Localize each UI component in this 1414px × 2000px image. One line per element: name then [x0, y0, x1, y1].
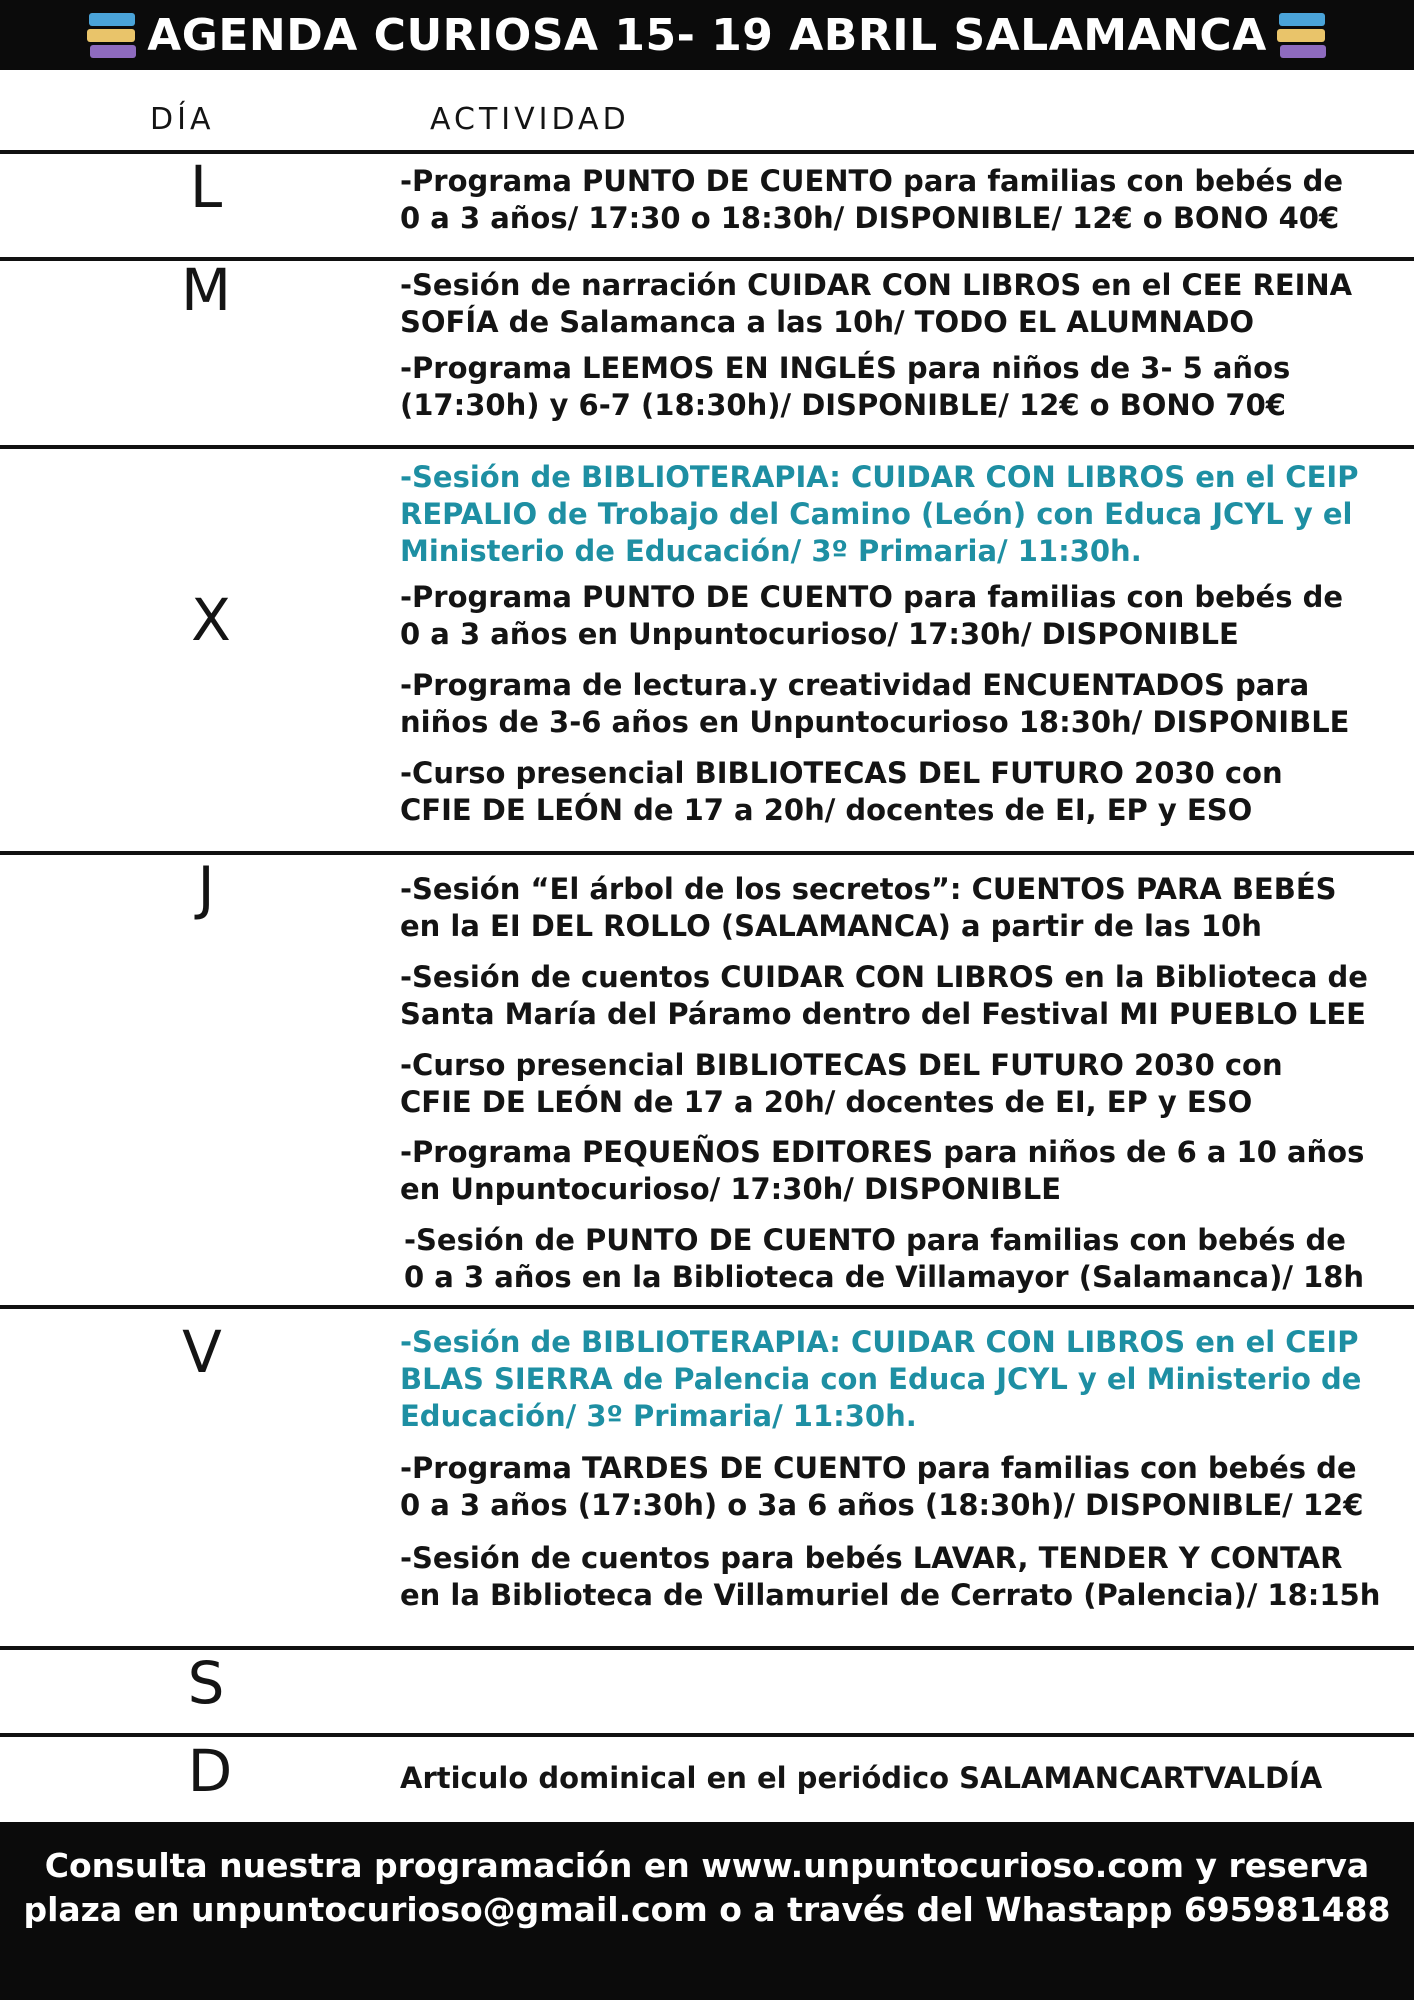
activity-item: -Sesión de cuentos CUIDAR CON LIBROS en la Biblioteca de Santa María del Páramo dentro del Festival MI PUEBLO LEE	[400, 960, 1368, 1031]
activity-item: -Programa TARDES DE CUENTO para familias con bebés de 0 a 3 años (17:30h) o 3a 6 años (18:30h)/ DISPONIBLE/ 12€	[400, 1451, 1364, 1522]
row-divider	[0, 445, 1414, 449]
activity-item: -Curso presencial BIBLIOTECAS DEL FUTURO 2030 con CFIE DE LEÓN de 17 a 20h/ docentes de EI, EP y ESO	[400, 756, 1283, 827]
day-letter-tuesday: M	[180, 256, 232, 324]
activity-item: Articulo dominical en el periódico SALAMANCARTVALDÍA	[400, 1761, 1323, 1795]
activity-item: -Sesión “El árbol de los secretos”: CUENTOS PARA BEBÉS en la EI DEL ROLLO (SALAMANCA) a partir de las 10h	[400, 872, 1337, 943]
activity-item: -Sesión de cuentos para bebés LAVAR, TENDER Y CONTAR en la Biblioteca de Villamuriel de Cerrato (Palencia)/ 18:15h	[400, 1541, 1381, 1612]
day-letter-thursday: J	[197, 854, 215, 922]
footer-contact: Consulta nuestra programación en www.unpuntocurioso.com y reserva plaza en unpuntocurioso@gmail.com o a través del Whastapp 695981488	[23, 1846, 1391, 1929]
header-bar	[0, 0, 1414, 70]
activity-item: -Sesión de narración CUIDAR CON LIBROS en el CEE REINA SOFÍA de Salamanca a las 10h/ TODO EL ALUMNADO	[400, 268, 1353, 339]
books-icon	[1277, 9, 1327, 61]
activity-item: -Programa de lectura.y creatividad ENCUENTADOS para niños de 3-6 años en Unpuntocurioso 18:30h/ DISPONIBLE	[400, 668, 1350, 739]
day-letter-saturday: S	[187, 1649, 225, 1717]
activity-item: -Programa PEQUEÑOS EDITORES para niños de 6 a 10 años en Unpuntocurioso/ 17:30h/ DISPONIBLE	[400, 1135, 1365, 1206]
activity-item-highlighted: -Sesión de BIBLIOTERAPIA: CUIDAR CON LIBROS en el CEIP BLAS SIERRA de Palencia con Educa JCYL y el Ministerio de Educación/ 3º Primaria/ 11:30h.	[400, 1325, 1362, 1433]
day-letter-friday: V	[182, 1318, 222, 1386]
activity-item-highlighted: -Sesión de BIBLIOTERAPIA: CUIDAR CON LIBROS en el CEIP REPALIO de Trobajo del Camino (León) con Educa JCYL y el Ministerio de Educación/ 3º Primaria/ 11:30h.	[400, 460, 1359, 568]
day-letter-sunday: D	[187, 1737, 233, 1805]
row-divider	[0, 1305, 1414, 1309]
column-header-activity: ACTIVIDAD	[430, 102, 630, 137]
day-letter-monday: L	[189, 153, 223, 221]
activity-item: -Sesión de PUNTO DE CUENTO para familias con bebés de 0 a 3 años en la Biblioteca de Villamayor (Salamanca)/ 18h	[404, 1223, 1365, 1294]
page-title: AGENDA CURIOSA 15- 19 ABRIL SALAMANCA	[147, 9, 1267, 61]
footer-band	[0, 1822, 1414, 2000]
day-letter-wednesday: X	[191, 586, 231, 654]
activity-item: -Programa PUNTO DE CUENTO para familias con bebés de 0 a 3 años en Unpuntocurioso/ 17:30h/ DISPONIBLE	[400, 580, 1343, 651]
books-icon	[87, 9, 137, 61]
activity-item: -Curso presencial BIBLIOTECAS DEL FUTURO 2030 con CFIE DE LEÓN de 17 a 20h/ docentes de EI, EP y ESO	[400, 1048, 1283, 1119]
activity-item: -Programa PUNTO DE CUENTO para familias con bebés de 0 a 3 años/ 17:30 o 18:30h/ DISPONIBLE/ 12€ o BONO 40€	[400, 164, 1343, 235]
activity-item: -Programa LEEMOS EN INGLÉS para niños de 3- 5 años (17:30h) y 6-7 (18:30h)/ DISPONIBLE/ 12€ o BONO 70€	[400, 351, 1291, 422]
column-header-day: DÍA	[150, 102, 215, 137]
